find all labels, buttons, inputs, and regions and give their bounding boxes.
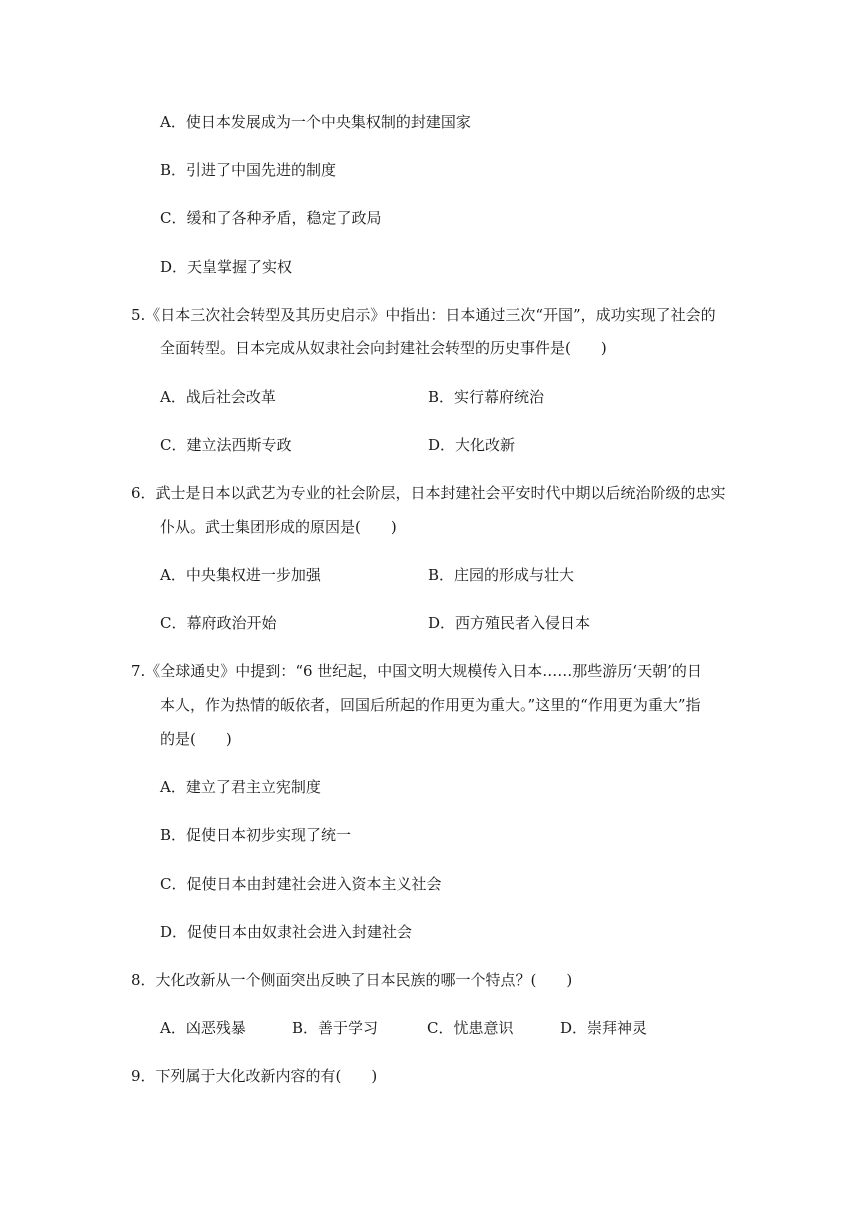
q5-option-b: B．实行幕府统治 (428, 388, 545, 406)
q6-option-b: B．庄园的形成与壮大 (428, 566, 575, 584)
q7-option-d: D．促使日本由奴隶社会进入封建社会 (160, 923, 413, 941)
q6-option-c: C．幕府政治开始 (160, 614, 277, 632)
q8-option-d: D．崇拜神灵 (560, 1019, 648, 1037)
q7-option-b: B．促使日本初步实现了统一 (160, 826, 352, 844)
q8-option-c: C．忧患意识 (427, 1019, 514, 1037)
q8-stem-line1: 8．大化改新从一个侧面突出反映了日本民族的哪一个特点？( ) (131, 971, 573, 989)
q5-option-c: C．建立法西斯专政 (160, 436, 292, 454)
q4-option-d: D．天皇掌握了实权 (160, 258, 293, 276)
q7-option-a: A．建立了君主立宪制度 (160, 778, 321, 796)
q6-option-a: A．中央集权进一步加强 (160, 566, 321, 584)
q5-stem-line1: 5.《日本三次社会转型及其历史启示》中指出：日本通过三次“开国”，成功实现了社会的 (131, 306, 716, 324)
q4-option-b: B．引进了中国先进的制度 (160, 161, 337, 179)
q8-option-b: B．善于学习 (292, 1019, 379, 1037)
q7-stem-line1: 7.《全球通史》中提到：“6 世纪起，中国文明大规模传入日本……那些游历‘天朝’的日 (131, 662, 702, 680)
q5-stem-line2: 全面转型。日本完成从奴隶社会向封建社会转型的历史事件是( ) (160, 339, 607, 357)
q8-option-a: A．凶恶残暴 (160, 1019, 246, 1037)
q7-option-c: C．促使日本由封建社会进入资本主义社会 (160, 875, 442, 893)
q6-option-d: D．西方殖民者入侵日本 (428, 614, 591, 632)
q4-option-a: A．使日本发展成为一个中央集权制的封建国家 (160, 113, 471, 131)
q9-stem-line1: 9．下列属于大化改新内容的有( ) (131, 1067, 378, 1085)
q7-stem-line2: 本人，作为热情的皈依者，回国后所起的作用更为重大。”这里的“作用更为重大”指 (160, 696, 701, 714)
q5-option-d: D．大化改新 (428, 436, 516, 454)
q6-stem-line2: 仆从。武士集团形成的原因是( ) (160, 518, 397, 536)
q7-stem-line3: 的是( ) (160, 730, 232, 748)
q4-option-c: C．缓和了各种矛盾，稳定了政局 (160, 209, 382, 227)
q5-option-a: A．战后社会改革 (160, 388, 276, 406)
q6-stem-line1: 6．武士是日本以武艺为专业的社会阶层，日本封建社会平安时代中期以后统治阶级的忠实 (131, 484, 726, 502)
